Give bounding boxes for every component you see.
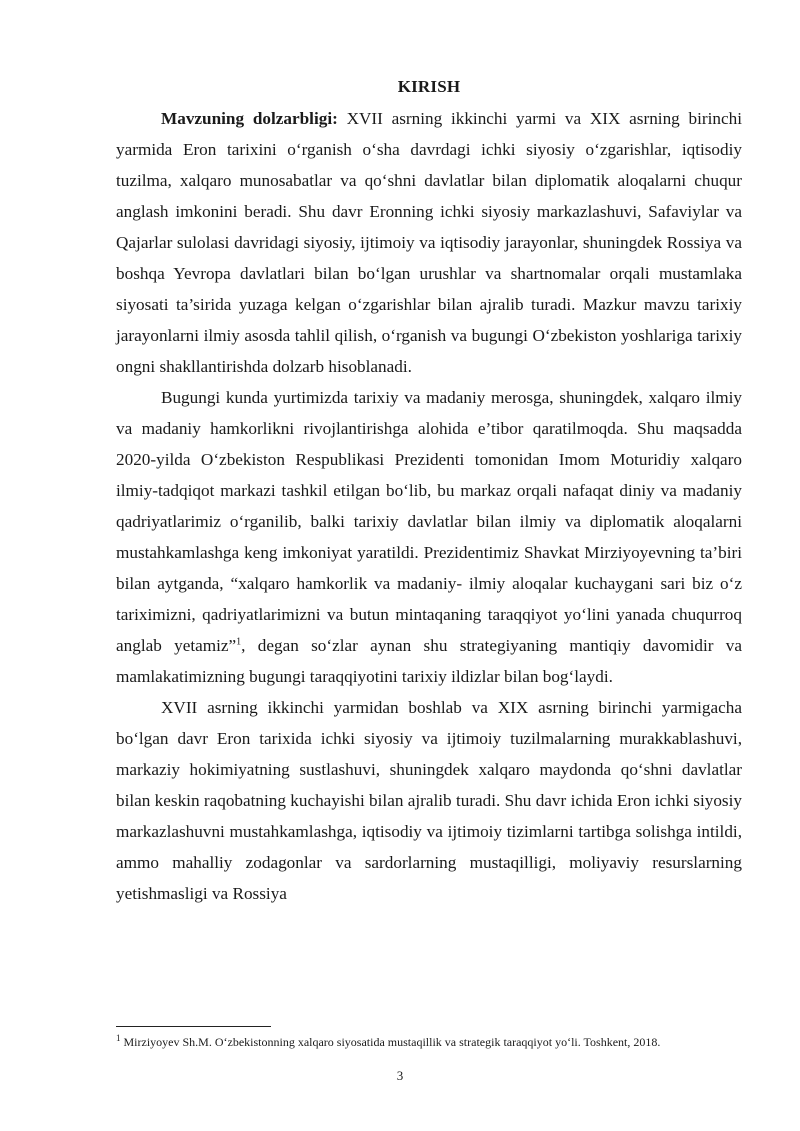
paragraph-text-continued: , degan so‘zlar aynan shu strategiyaning mantiqiy davomidir va mamlakatimizning bugungi taraqqiyotini tarixiy ildizlar bilan bog‘laydi. bbox=[116, 636, 742, 686]
footnote bbox=[116, 1034, 756, 1050]
paragraph-text: XVII asrning ikkinchi yarmi va XIX asrning birinchi yarmida Eron tarixini o‘rganish o‘sha davrdagi ichki siyosiy o‘zgarishlar, iqtisodiy tuzilma, xalqaro munosabatlar va qo‘shni davlatlar bilan diplomatik aloqalarni chuqur anglash imkonini beradi. Shu davr Eronning ichki siyosiy markazlashuvi, Safaviylar va Qajarlar sulolasi davridagi siyosiy, ijtimoiy va iqtisodiy jarayonlar, shuningdek Rossiya va boshqa Yevropa davlatlari bilan bo‘lgan urushlar va shartnomalar orqali mustamlaka siyosati ta’sirida yuzaga kelgan o‘zgarishlar bilan ajralib turadi. Mazkur mavzu tarixiy jarayonlarni ilmiy asosda tahlil qilish, o‘rganish va bugungi O‘zbekiston yoshlariga tarixiy ongni shakllantirishda dolzarb hisoblanadi. bbox=[116, 109, 742, 376]
page-number: 3 bbox=[396, 1068, 404, 1083]
paragraph-text: XVII asrning ikkinchi yarmidan boshlab va XIX asrning birinchi yarmigacha bo‘lgan davr Eron tarixida ichki siyosiy va ijtimoiy tuzilmalarning murakkablashuvi, markaziy hokimiyatning sustlashuvi, shuningdek xalqaro maydonda qo‘shni davlatlar bilan keskin raqobatning kuchayishi bilan ajralib turadi. Shu davr ichida Eron ichki siyosiy markazlashuvni mustahkamlashga, iqtisodiy va ijtimoiy tizimlarni tartibga solishga intildi, ammo mahalliy zodagonlar va sardorlarning mustaqilligi, moliyaviy resurslarning yetishmasligi va Rossiya bbox=[116, 698, 742, 903]
footnote-divider bbox=[116, 1026, 271, 1027]
footnote-reference[interactable]: 1 bbox=[236, 636, 242, 648]
paragraph-period bbox=[116, 692, 742, 909]
paragraph-lead: Mavzuning dolzarbligi: bbox=[161, 109, 338, 128]
document-body bbox=[116, 75, 742, 909]
paragraph-relevance bbox=[116, 103, 742, 382]
paragraph-text: Bugungi kunda yurtimizda tarixiy va madaniy merosga, shuningdek, xalqaro ilmiy va madaniy hamkorlikni rivojlantirishga alohida e’tibor qaratilmoqda. Shu maqsadda 2020-yilda O‘zbekiston Respublikasi Prezidenti tomonidan Imom Moturidiy xalqaro ilmiy-tadqiqot markazi tashkil etilgan bo‘lib, bu markaz orqali nafaqat diniy va madaniy qadriyatlarimiz o‘rganilib, balki tarixiy davlatlar bilan ilmiy va diplomatik aloqalarni mustahkamlashga keng imkoniyat yaratildi. Prezidentimiz Shavkat Mirziyoyevning ta’biri bilan aytganda, “xalqaro hamkorlik va madaniy- ilmiy aloqalar kuchaygani sari biz o‘z tariximizni, qadriyatlarimizni va butun mintaqaning taraqqiyot yo‘lini yanada chuqurroq anglab yetamiz” bbox=[116, 388, 742, 655]
footnote-text: Mirziyoyev Sh.M. O‘zbekistonning xalqaro siyosatida mustaqillik va strategik taraqqiyot yo‘li. Toshkent, 2018. bbox=[120, 1035, 661, 1049]
footnote-marker: 1 bbox=[116, 1033, 121, 1043]
section-heading: KIRISH bbox=[397, 77, 461, 96]
paragraph-heritage bbox=[116, 382, 742, 692]
